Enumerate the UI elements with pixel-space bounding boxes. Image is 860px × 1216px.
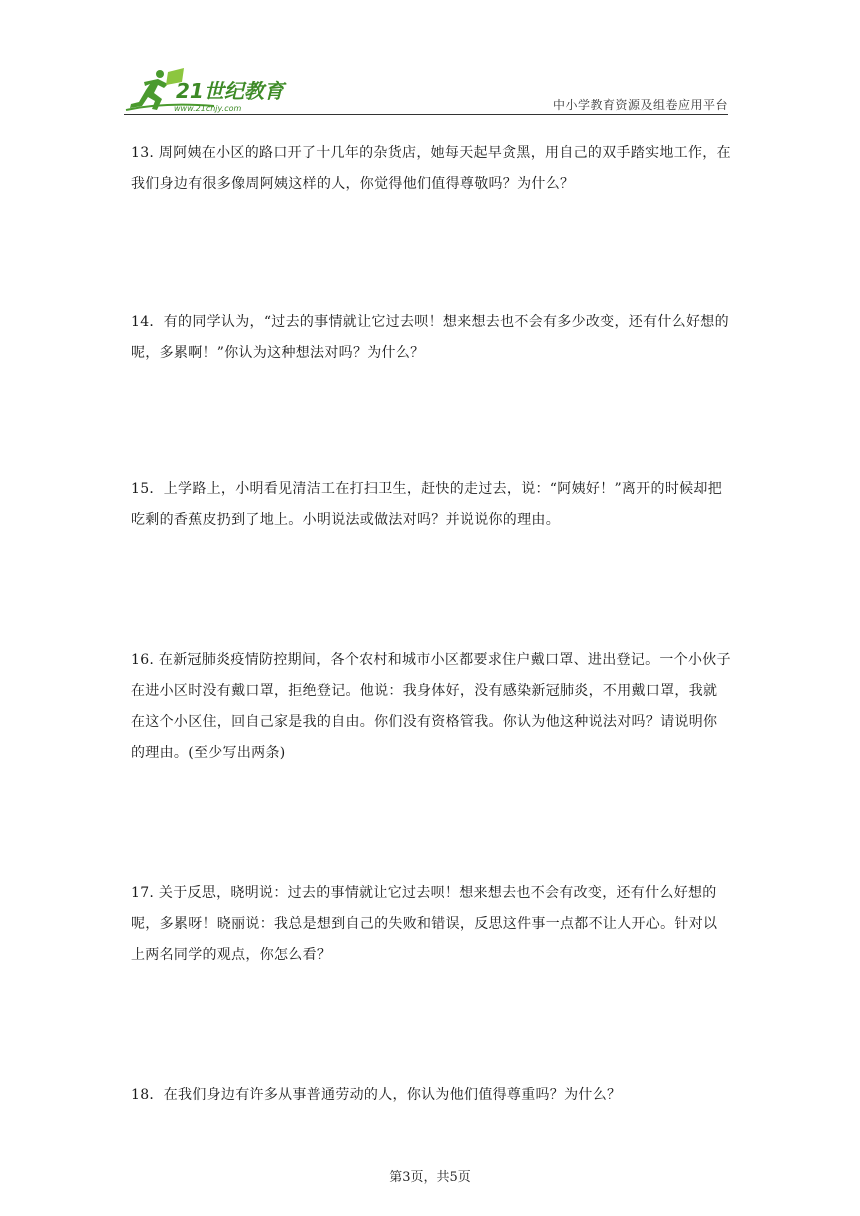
logo-url: www.21cnjy.com	[174, 104, 242, 113]
logo-21cnjy	[124, 66, 296, 114]
header-divider	[124, 114, 728, 115]
question-18: 18．在我们身边有许多从事普通劳动的人，你认为他们值得尊重吗？为什么？	[131, 1087, 622, 1103]
question-14: 14．有的同学认为，“过去的事情就让它过去呗！想来想去也不会有多少改变，还有什么好想的呢，多累啊！”你认为这种想法对吗？为什么？	[131, 314, 729, 361]
logo-text: 21世纪教育	[176, 79, 284, 103]
platform-label: 中小学教育资源及组卷应用平台	[552, 98, 728, 112]
question-16: 16. 在新冠肺炎疫情防控期间，各个农村和城市小区都要求住户戴口罩、进出登记。一个小伙子在进小区时没有戴口罩，拒绝登记。他说：我身体好，没有感染新冠肺炎，不用戴口罩，我就在这个小区住，回自己家是我的自由。你们没有资格管我。你认为他这种说法对吗？请说明你的理由。(至少写出两条)	[131, 652, 731, 761]
page-header	[124, 66, 728, 116]
question-15: 15．上学路上，小明看见清洁工在打扫卫生，赶快的走过去，说：“阿姨好！”离开的时候却把吃剩的香蕉皮扔到了地上。小明说法或做法对吗？并说说你的理由。	[131, 481, 723, 528]
page-number: 第3页，共5页	[389, 1170, 471, 1185]
question-17: 17. 关于反思，晓明说：过去的事情就让它过去呗！想来想去也不会有改变，还有什么好想的呢，多累呀！晓丽说：我总是想到自己的失败和错误，反思这件事一点都不让人开心。针对以上两名同学的观点，你怎么看？	[131, 885, 718, 963]
question-13: 13. 周阿姨在小区的路口开了十几年的杂货店，她每天起早贪黑，用自己的双手踏实地工作，在我们身边有很多像周阿姨这样的人，你觉得他们值得尊敬吗？为什么？	[131, 145, 731, 192]
